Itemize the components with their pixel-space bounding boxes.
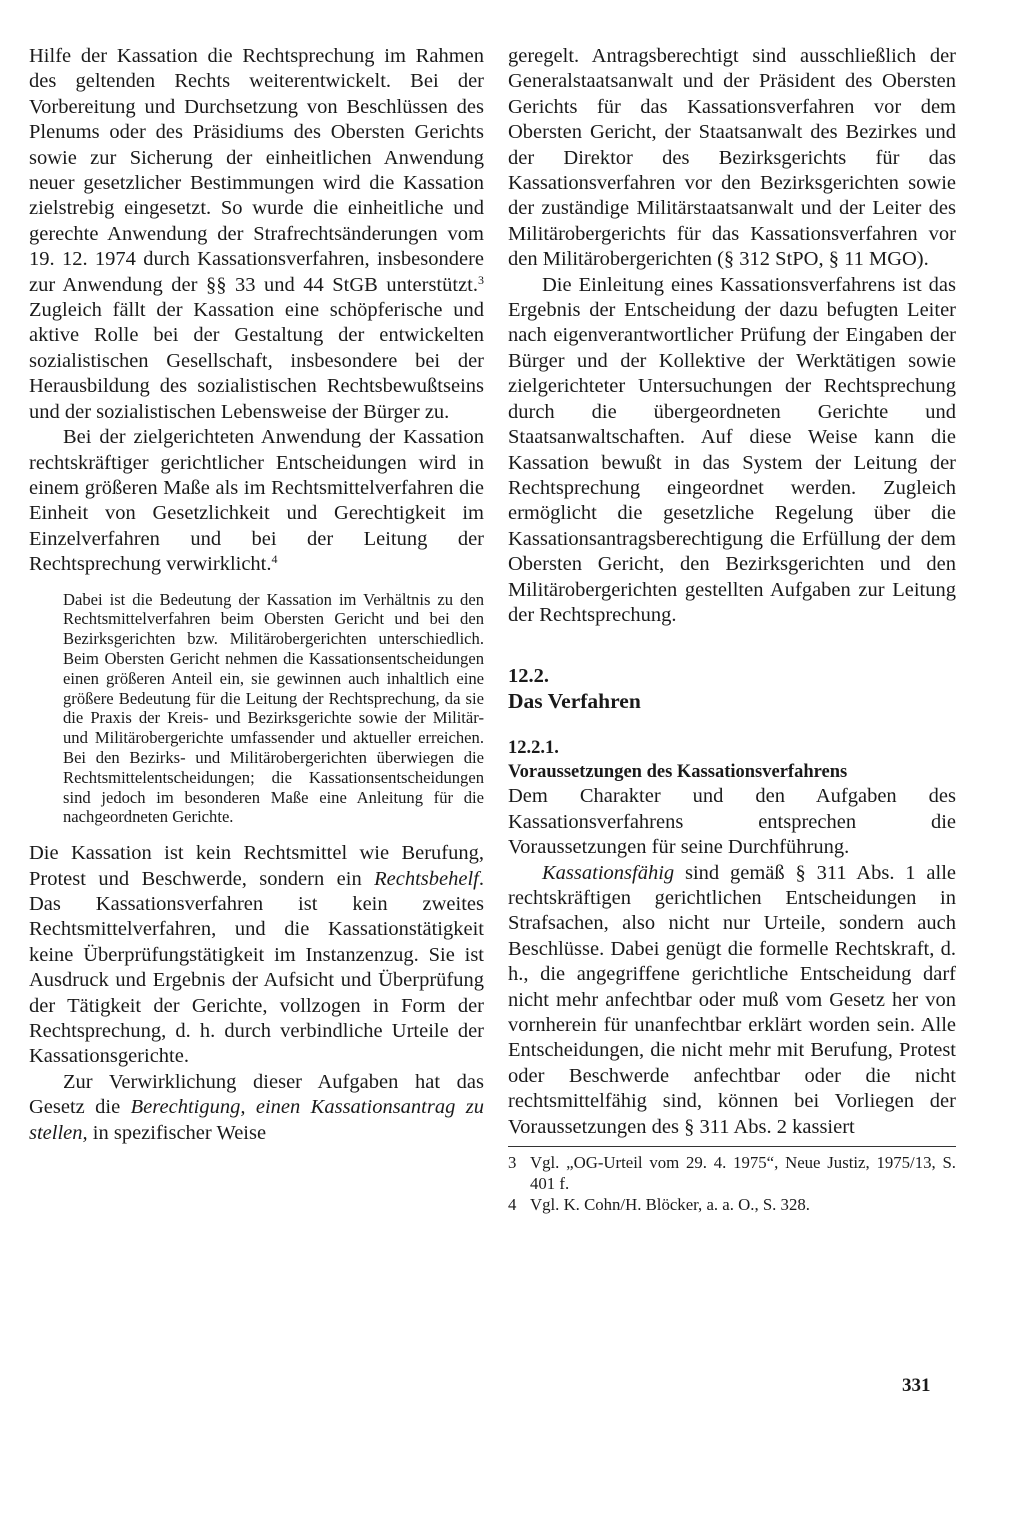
emphasis-kassationsfaehig: Kassationsfähig	[542, 861, 675, 884]
small-print-note: Dabei ist die Bedeutung der Kassation im Verhältnis zu den Rechtsmittelverfahren beim Obersten Gericht und bei den Bezirksgerichten bzw. Militärobergerichten unterschiedlich. Beim Obersten Gericht nehmen die Kassationsentscheidungen einen größeren Anteil ein, sie gewinnen auch inhaltlich eine größere Bedeutung für die Leitung der Rechtsprechung, da sie die Praxis der Kreis- und Bezirksgerichte sowie der Militär- und Militärobergerichte umfassender und aktueller erreichen. Bei den Bezirks- und Militärobergerichten überwiegen die Rechtsmittelentscheidungen; die Kassationsentscheidungen sind jedoch im besonderen Maße eine Anleitung für die nachgeordneten Gerichte.	[63, 589, 484, 827]
paragraph-6: Die Einleitung eines Kassationsverfahrens ist das Ergebnis der Entscheidung der dazu befugten Leiter nach eigenverantwortlicher Prüfung der Eingaben der Bürger und der Kollektive der Werktätigen sowie zielgerichteter Untersuchungen der Rechtsprechung durch die übergeordneten Gerichte und Staatsanwaltschaften. Auf diese Weise kann die Kassation bewußt in das System der Leitung der Rechtsprechung eingeordnet werden. Zugleich ermöglicht die gesetzliche Regelung über die Kassationsantragsberechtigung die Erfüllung der dem Obersten Gericht, den Bezirksgerichten und den Militärobergerichten gestellten Aufgaben zur Leitung der Rechtsprechung.	[508, 273, 956, 626]
page-number: 331	[902, 1375, 931, 1396]
subsection-title: Voraussetzungen des Kassationsverfahrens	[508, 762, 848, 783]
footnote-divider	[508, 1146, 956, 1147]
footnote-ref-4[interactable]: 4	[271, 552, 278, 567]
footnote-number: 4	[508, 1194, 517, 1214]
paragraph-4: Zur Verwirklichung dieser Aufgaben hat das Gesetz die Berechtigung, einen Kassationsantrag zu stellen, in spezifischer Weise	[29, 1070, 484, 1144]
emphasis-berechtigung: Berechtigung, einen Kassationsantrag zu stellen,	[29, 1096, 484, 1144]
left-column	[29, 44, 484, 1146]
footnote-text: Vgl. „OG-Urteil vom 29. 4. 1975“, Neue Justiz, 1975/13, S. 401 f.	[530, 1153, 956, 1193]
section-title: Das Verfahren	[508, 689, 641, 714]
paragraph-7: Dem Charakter und den Aufgaben des Kassationsverfahrens entsprechen die Voraussetzungen für seine Durchführung.	[508, 785, 956, 859]
paragraph-5: geregelt. Antragsberechtigt sind ausschließlich der Generalstaatsanwalt und der Präsident des Obersten Gerichts für das Kassationsverfahren vor dem Obersten Gericht, der Staatsanwalt des Bezirkes und der Direktor des Bezirksgerichts für das Kassationsverfahren vor den Bezirksgerichten sowie der zuständige Militärstaatsanwalt und der Leiter des Militärobergerichts für das Kassationsverfahren vor den Militärobergerichten (§ 312 StPO, § 11 MGO).	[508, 45, 956, 271]
footnote-text: Vgl. K. Cohn/H. Blöcker, a. a. O., S. 328.	[530, 1194, 810, 1214]
footnote-ref-3[interactable]: 3	[478, 272, 484, 287]
paragraph-3: Die Kassation ist kein Rechtsmittel wie Berufung, Protest und Beschwerde, sondern ein Rechtsbehelf. Das Kassationsverfahren ist kein zweites Rechtsmittelverfahren, und die Kassationstätigkeit keine Überprüfungstätigkeit im Instanzenzug. Sie ist Ausdruck und Ergebnis der Aufsicht und Überprüfung der Tätigkeit der Gerichte, vollzogen in Form der Rechtsprechung, d. h. durch verbindliche Urteile der Kassationsgerichte.	[29, 842, 484, 1068]
footnote-4	[508, 1195, 956, 1216]
emphasis-rechtsbehelf: Rechtsbehelf	[374, 867, 479, 890]
paragraph-8: Kassationsfähig sind gemäß § 311 Abs. 1 alle rechtskräftigen gerichtlichen Entscheidungen in Strafsachen, also nicht nur Urteile, sondern auch Beschlüsse. Dabei genügt die formelle Rechtskraft, d. h., die angegriffene gerichtliche Entscheidung darf nicht mehr anfechtbar oder muß vom Gesetz her von vornherein für unanfechtbar erklärt worden sein. Alle Entscheidungen, die nicht mehr mit Berufung, Protest oder Beschwerde anfechtbar oder die nicht rechtsmittelfähig sind, können bei Vorliegen der Voraussetzungen des § 311 Abs. 2 kassiert	[508, 861, 956, 1138]
footnote-number: 3	[508, 1153, 517, 1173]
subsection-number: 12.2.1.	[508, 738, 559, 759]
paragraph-1: Hilfe der Kassation die Rechtsprechung im Rahmen des geltenden Rechts weiterentwickelt. Bei der Vorbereitung und Durchsetzung von Beschlüssen des Plenums oder des Präsidiums des Obersten Gerichts sowie zur Sicherung der einheitlichen Anwendung neuer gesetzlicher Bestimmungen wird die Kassation zielstrebig eingesetzt. So wurde die einheitliche und gerechte Anwendung der Strafrechtsänderungen vom 19. 12. 1974 durch Kassationsverfahren, insbesondere zur Anwendung der §§ 33 und 44 StGB unterstützt.$^3$ Zugleich fällt der Kassation eine schöpferische und aktive Rolle bei der Gestaltung der entwickelten sozialistischen Gesellschaft, insbesondere bei der Herausbildung des sozialistischen Rechtsbewußtseins und der sozialistischen Lebensweise der Bürger zu.	[29, 45, 484, 423]
footnote-3	[508, 1153, 956, 1195]
paragraph-2: Bei der zielgerichteten Anwendung der Kassation rechtskräftiger gerichtlicher Entscheidungen wird in einem größeren Maße als im Rechtsmittelverfahren die Einheit von Gesetzlichkeit und Gerechtigkeit im Einzelverfahren und bei der Leitung der Rechtsprechung verwirklicht.$^4$	[29, 426, 484, 576]
section-number: 12.2.	[508, 665, 549, 688]
right-column	[508, 44, 956, 1215]
